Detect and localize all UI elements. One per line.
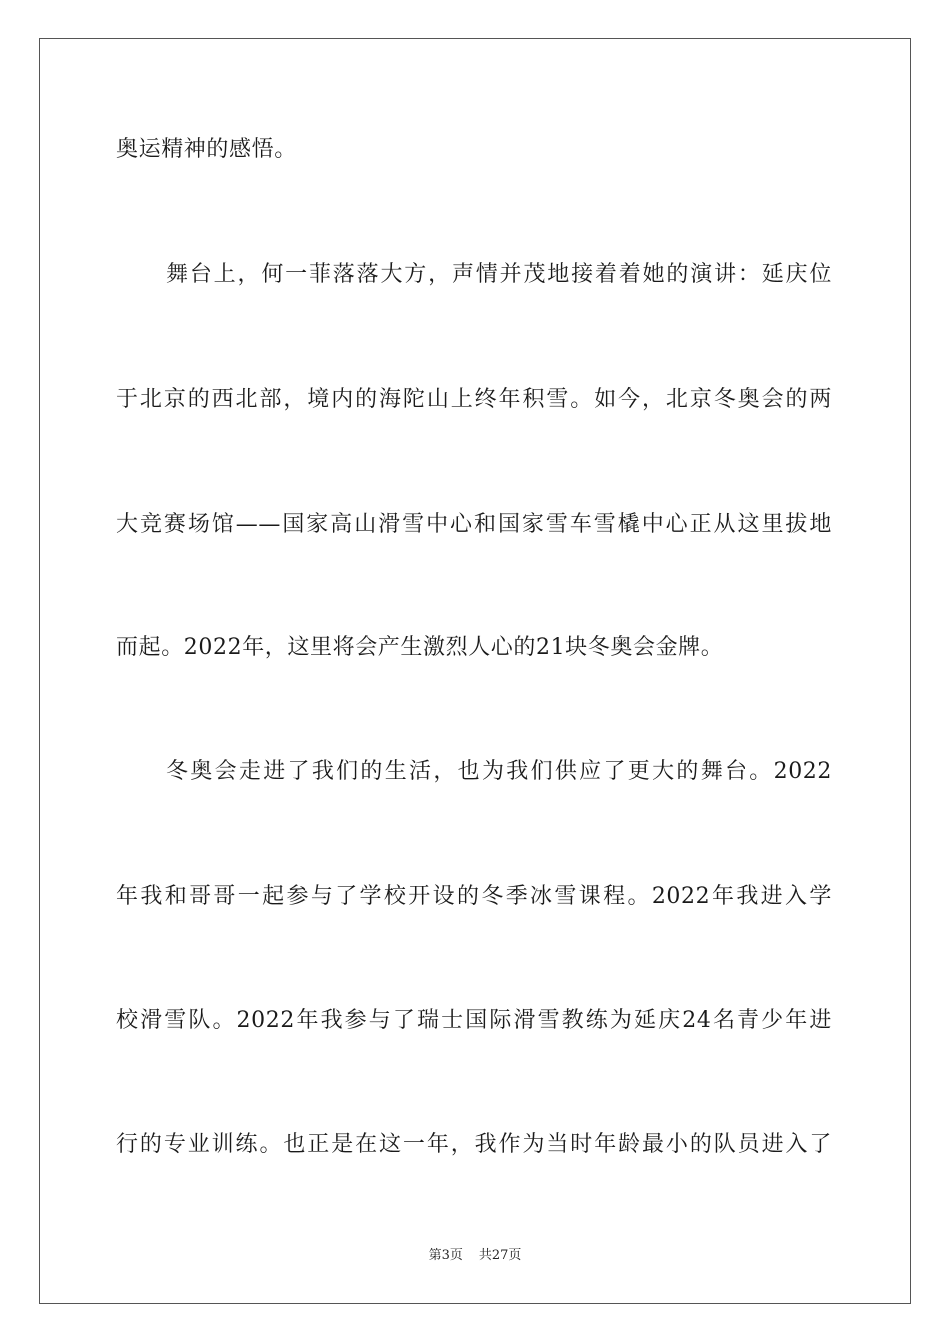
text-line-4: 大竞赛场馆——国家高山滑雪中心和国家雪车雪橇中心正从这里拔地 [116, 512, 832, 537]
text-line-7: 年我和哥哥一起参与了学校开设的冬季冰雪课程。2022年我进入学 [116, 884, 832, 909]
page-border [39, 38, 911, 1304]
text-line-6: 冬奥会走进了我们的生活，也为我们供应了更大的舞台。2022 [166, 759, 832, 784]
text-line-3: 于北京的西北部，境内的海陀山上终年积雪。如今，北京冬奥会的两 [116, 387, 832, 412]
text-line-8: 校滑雪队。2022年我参与了瑞士国际滑雪教练为延庆24名青少年进 [116, 1008, 832, 1033]
text-line-9: 行的专业训练。也正是在这一年，我作为当时年龄最小的队员进入了 [116, 1132, 832, 1157]
page-number-total: 共27页 [478, 1248, 522, 1263]
text-line-2: 舞台上，何一菲落落大方，声情并茂地接着着她的演讲：延庆位 [166, 262, 832, 287]
text-line-1: 奥运精神的感悟。 [116, 137, 297, 162]
page-number-current: 第3页 [428, 1248, 463, 1263]
text-line-5: 而起。2022年，这里将会产生激烈人心的21块冬奥会金牌。 [116, 635, 724, 660]
page-footer [0, 1247, 950, 1265]
